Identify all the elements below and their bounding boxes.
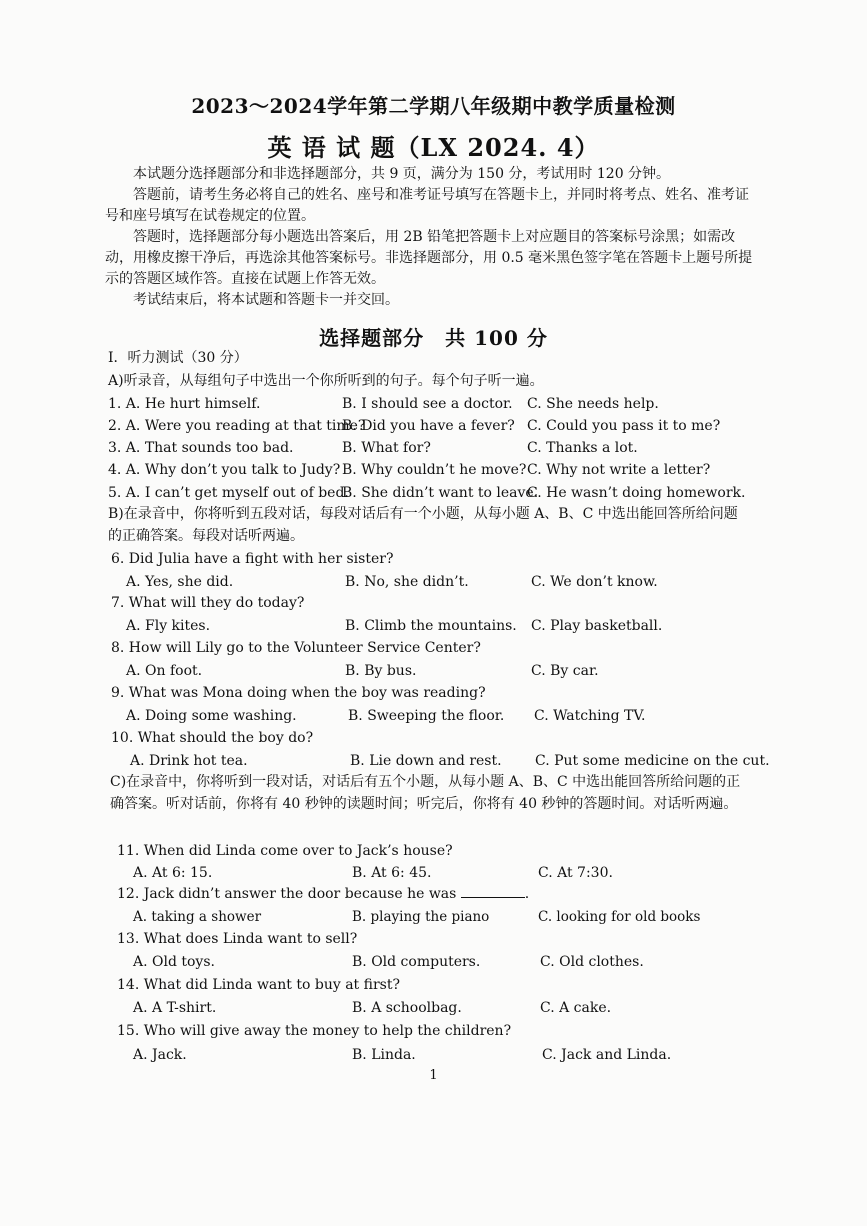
- question-9-stem: 9. What was Mona doing when the boy was reading?: [111, 685, 486, 701]
- question-4-option-b: B. Why couldn’t he move?: [342, 462, 527, 478]
- page-number: 1: [429, 1068, 438, 1083]
- question-7-option-a: A. Fly kites.: [126, 618, 211, 634]
- question-12-end: .: [524, 886, 530, 902]
- section-title: 选择题部分 共 100 分: [319, 326, 548, 350]
- question-13-option-c: C. Old clothes.: [540, 954, 644, 970]
- question-12-stem: [117, 885, 529, 903]
- question-13-stem: 13. What does Linda want to sell?: [117, 931, 358, 947]
- question-9-option-b: B. Sweeping the floor.: [348, 708, 505, 724]
- question-14-stem: 14. What did Linda want to buy at first?: [117, 977, 400, 993]
- question-14-option-b: B. A schoolbag.: [352, 1000, 462, 1016]
- intro-paragraph-3: 答题时，选择题部分每小题选出答案后，用 2B 铅笔把答题卡上对应题目的答案标号涂黑；如需改动，用橡皮擦干净后，再选涂其他答案标号。非选择题部分，用 0.5 毫米黑色签字笔在答题卡上题号所提示的答题区域作答。直接在试题上作答无效。: [105, 229, 753, 287]
- question-15-option-b: B. Linda.: [352, 1047, 416, 1063]
- question-2-option-b: B. Did you have a fever?: [342, 418, 515, 434]
- question-4-option-c: C. Why not write a letter?: [527, 462, 711, 478]
- question-8-option-b: B. By bus.: [345, 663, 417, 679]
- question-1-option-a: 1. A. He hurt himself.: [108, 396, 261, 412]
- question-12-option-c: C. looking for old books: [538, 909, 701, 925]
- part-a-instruction: A)听录音，从每组句子中选出一个你所听到的句子。每个句子听一遍。: [108, 373, 544, 389]
- question-15-stem: 15. Who will give away the money to help the children?: [117, 1023, 512, 1039]
- exam-title: 2023～2024学年第二学期八年级期中教学质量检测: [191, 94, 676, 118]
- question-12-text: 12. Jack didn’t answer the door because he was: [117, 886, 457, 902]
- question-3-option-c: C. Thanks a lot.: [527, 440, 638, 456]
- question-8-option-c: C. By car.: [531, 663, 599, 679]
- question-1-option-b: B. I should see a doctor.: [342, 396, 513, 412]
- question-10-stem: 10. What should the boy do?: [111, 730, 314, 746]
- question-2-option-a: 2. A. Were you reading at that time?: [108, 418, 366, 434]
- question-5-option-a: 5. A. I can’t get myself out of bed.: [108, 485, 349, 501]
- question-14-option-a: A. A T-shirt.: [133, 1000, 217, 1016]
- question-7-option-c: C. Play basketball.: [531, 618, 663, 634]
- question-3-option-b: B. What for?: [342, 440, 431, 456]
- question-10-option-a: A. Drink hot tea.: [130, 753, 248, 769]
- part-title: I．听力测试（30 分）: [108, 350, 248, 366]
- intro-paragraph-4: 考试结束后，将本试题和答题卡一并交回。: [133, 292, 399, 308]
- question-2-option-c: C. Could you pass it to me?: [527, 418, 721, 434]
- intro-paragraph-1: 本试题分选择题部分和非选择题部分，共 9 页，满分为 150 分，考试用时 120 分钟。: [133, 166, 671, 182]
- question-13-option-a: A. Old toys.: [133, 954, 215, 970]
- part-c-instruction: C)在录音中，你将听到一段对话，对话后有五个小题，从每小题 A、B、C 中选出能回答所给问题的正确答案。听对话前，你将有 40 秒钟的读题时间；听完后，你将有 40 秒钟的答题时间。对话听两遍。: [110, 774, 741, 812]
- question-8-stem: 8. How will Lily go to the Volunteer Service Center?: [111, 640, 481, 656]
- question-12-option-a: A. taking a shower: [133, 909, 262, 925]
- question-11-option-a: A. At 6: 15.: [133, 865, 213, 881]
- question-7-option-b: B. Climb the mountains.: [345, 618, 517, 634]
- question-15-option-a: A. Jack.: [133, 1047, 187, 1063]
- question-8-option-a: A. On foot.: [126, 663, 203, 679]
- exam-subtitle: 英 语 试 题（LX 2024. 4）: [267, 133, 600, 162]
- question-11-option-b: B. At 6: 45.: [352, 865, 432, 881]
- question-9-option-a: A. Doing some washing.: [126, 708, 297, 724]
- answer-blank: [461, 885, 525, 898]
- question-1-option-c: C. She needs help.: [527, 396, 659, 412]
- question-6-option-c: C. We don’t know.: [531, 574, 658, 590]
- intro-paragraph-2: 答题前，请考生务必将自己的姓名、座号和准考证号填写在答题卡上，并同时将考点、姓名、准考证号和座号填写在试卷规定的位置。: [105, 187, 749, 224]
- question-11-stem: 11. When did Linda come over to Jack’s house?: [117, 843, 453, 859]
- question-6-option-a: A. Yes, she did.: [126, 574, 234, 590]
- question-4-option-a: 4. A. Why don’t you talk to Judy?: [108, 462, 341, 478]
- question-10-option-c: C. Put some medicine on the cut.: [535, 753, 770, 769]
- question-5-option-b: B. She didn’t want to leave.: [342, 485, 539, 501]
- question-14-option-c: C. A cake.: [540, 1000, 612, 1016]
- question-6-option-b: B. No, she didn’t.: [345, 574, 469, 590]
- question-5-option-c: C. He wasn’t doing homework.: [527, 485, 746, 501]
- question-3-option-a: 3. A. That sounds too bad.: [108, 440, 294, 456]
- part-b-instruction: B)在录音中，你将听到五段对话，每段对话后有一个小题，从每小题 A、B、C 中选出能回答所给问题的正确答案。每段对话听两遍。: [108, 506, 738, 544]
- question-15-option-c: C. Jack and Linda.: [542, 1047, 672, 1063]
- question-11-option-c: C. At 7:30.: [538, 865, 613, 881]
- question-12-option-b: B. playing the piano: [352, 909, 490, 925]
- question-9-option-c: C. Watching TV.: [534, 708, 646, 724]
- question-7-stem: 7. What will they do today?: [111, 595, 305, 611]
- question-10-option-b: B. Lie down and rest.: [350, 753, 502, 769]
- question-6-stem: 6. Did Julia have a fight with her sister?: [111, 551, 394, 567]
- question-13-option-b: B. Old computers.: [352, 954, 481, 970]
